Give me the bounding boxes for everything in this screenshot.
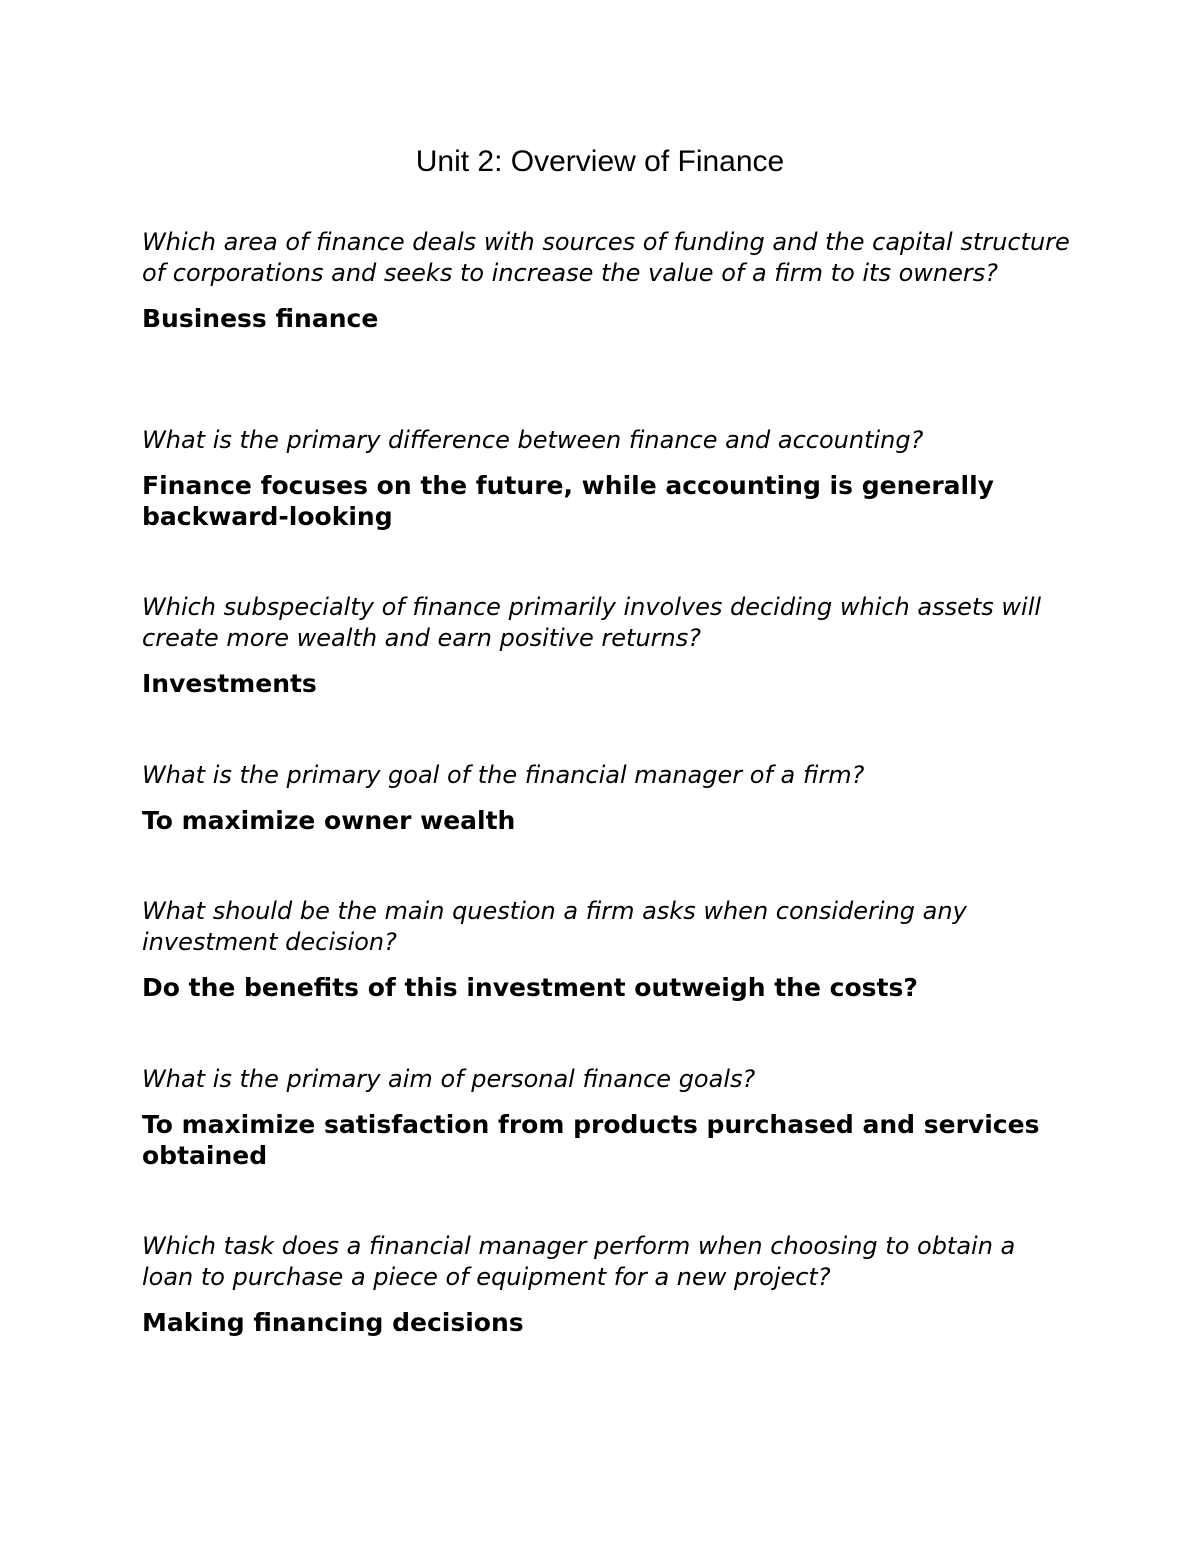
qa-item-1 bbox=[142, 227, 1072, 334]
question-text: Which task does a financial manager perform when choosing to obtain a loan to purchase a piece of equipment for a new project? bbox=[142, 1232, 1016, 1291]
question-text: Which area of finance deals with sources of funding and the capital structure of corporations and seeks to increase the value of a firm to its owners? bbox=[142, 228, 1070, 287]
answer-text: To maximize owner wealth bbox=[142, 806, 516, 835]
qa-item-4 bbox=[142, 760, 1072, 836]
answer-text: Finance focuses on the future, while accounting is generally backward-looking bbox=[142, 471, 994, 531]
answer-text: Business finance bbox=[142, 304, 379, 333]
qa-item-3 bbox=[142, 592, 1072, 699]
answer-text: Making financing decisions bbox=[142, 1308, 524, 1337]
answer-text: To maximize satisfaction from products purchased and services obtained bbox=[142, 1110, 1040, 1170]
answer-text: Do the benefits of this investment outweigh the costs? bbox=[142, 973, 918, 1002]
qa-item-7 bbox=[142, 1231, 1072, 1338]
qa-item-6 bbox=[142, 1064, 1072, 1171]
question-text: Which subspecialty of finance primarily involves deciding which assets will create more wealth and earn positive returns? bbox=[142, 593, 1042, 652]
page-title: Unit 2: Overview of Finance bbox=[415, 145, 785, 178]
qa-item-2 bbox=[142, 425, 1072, 532]
qa-item-5 bbox=[142, 896, 1072, 1003]
question-text: What is the primary goal of the financial manager of a firm? bbox=[142, 761, 865, 789]
question-text: What is the primary aim of personal finance goals? bbox=[142, 1065, 756, 1093]
question-text: What should be the main question a firm asks when considering any investment decision? bbox=[142, 897, 967, 956]
question-text: What is the primary difference between finance and accounting? bbox=[142, 426, 924, 454]
answer-text: Investments bbox=[142, 669, 317, 698]
